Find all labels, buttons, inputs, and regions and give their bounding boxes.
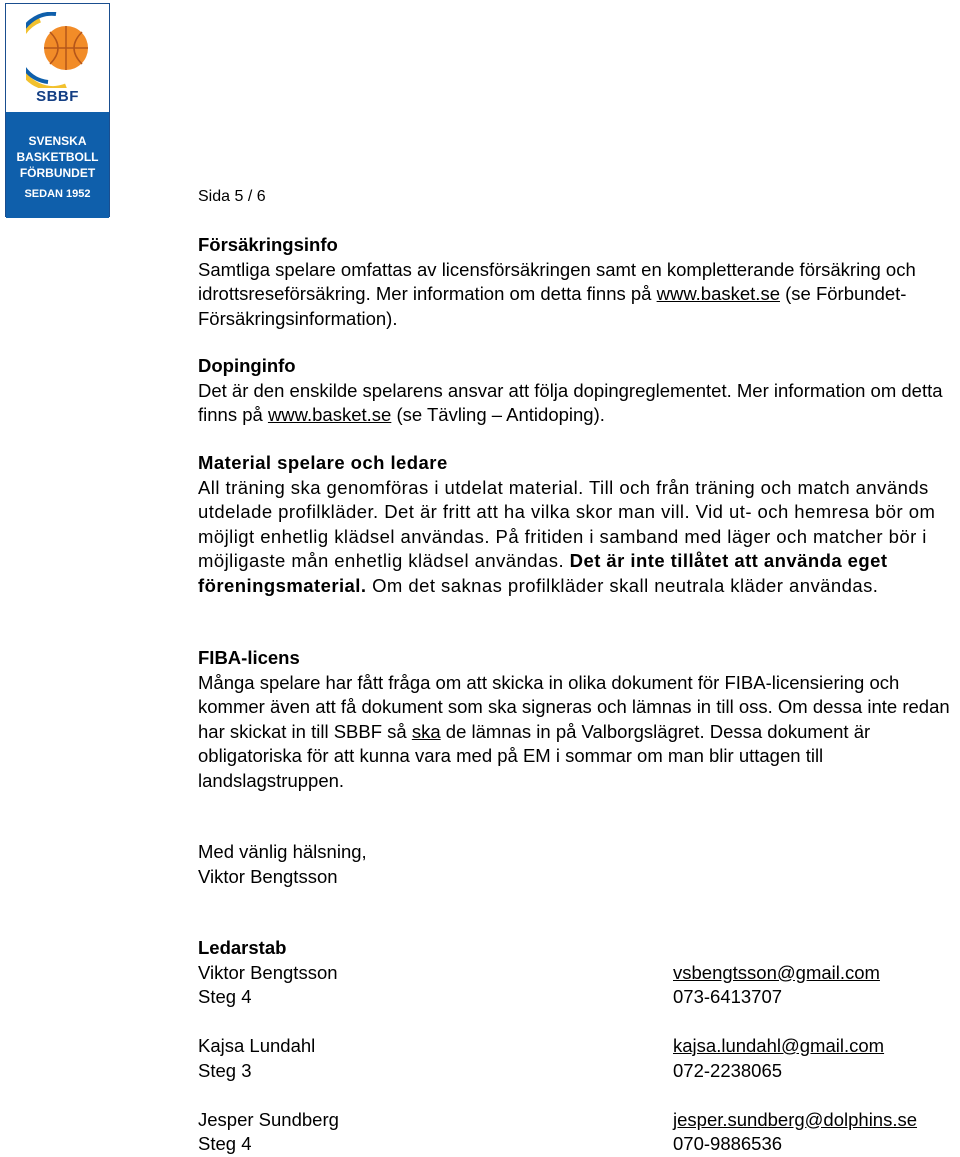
staff-row: [198, 961, 960, 986]
logo-line-1: SVENSKA: [28, 134, 87, 148]
fiba-section: [198, 646, 960, 793]
doping-after: (se Tävling – Antidoping).: [396, 404, 605, 425]
staff-row: [198, 1059, 960, 1084]
staff-row: [198, 1034, 960, 1059]
staff-level: Steg 4: [198, 1133, 252, 1154]
staff-row: [198, 1108, 960, 1133]
closing-section: [198, 840, 960, 889]
material-title: Material spelare och ledare: [198, 452, 448, 473]
doping-section: [198, 354, 960, 428]
material-section: [198, 451, 960, 598]
staff-phone: 072-2238065: [673, 1059, 783, 1081]
staff-title: Ledarstab: [198, 937, 287, 958]
doping-link[interactable]: www.basket.se: [267, 404, 392, 425]
material-text-1: All träning ska genomföras i utdelat material. Till och från träning och match används utdelade profilkläder. Det är fritt att ha vilka skor man vill. Vid ut- och hemresa bör om möjligt enhetlig klädsel användas. På fritiden i samband med läger och matcher bör i möjligaste mån enhetlig klädsel användas.: [198, 476, 936, 571]
insurance-link[interactable]: www.basket.se: [656, 283, 780, 304]
doping-title: Dopinginfo: [198, 355, 296, 376]
material-text-2: Om det saknas profilkläder skall neutrala kläder användas.: [372, 574, 879, 596]
staff-phone: 073-6413707: [673, 986, 783, 1007]
page-number: Sida 5 / 6: [198, 188, 266, 205]
logo-line-4: SEDAN 1952: [24, 188, 91, 200]
staff-name: Kajsa Lundahl: [198, 1035, 316, 1056]
staff-phone: 070-9886536: [673, 1133, 783, 1154]
insurance-text: Samtliga spelare omfattas av licensförsäkringen samt en kompletterande försäkring och idrottsreseförsäkring. Mer information om detta finns på: [198, 258, 916, 304]
logo-bottom: [6, 112, 109, 218]
staff-level: Steg 4: [198, 986, 252, 1007]
basketball-icon: [26, 12, 92, 88]
staff-email[interactable]: kajsa.lundahl@gmail.com: [673, 1035, 885, 1056]
insurance-after: (se Förbundet-Försäkringsinformation).: [198, 283, 907, 329]
staff-level: Steg 3: [198, 1059, 252, 1081]
insurance-title: Försäkringsinfo: [198, 234, 338, 255]
logo-line-3: FÖRBUNDET: [19, 166, 96, 180]
staff-email[interactable]: vsbengtsson@gmail.com: [673, 961, 880, 983]
insurance-section: [198, 233, 960, 331]
staff-name: Viktor Bengtsson: [198, 961, 338, 983]
fiba-text-2: de lämnas in på Valborgslägret. Dessa dokument är obligatoriska för att kunna vara med på EM i sommar om man blir uttagen till landslagstruppen.: [198, 720, 871, 791]
sbbf-logo: [5, 3, 110, 217]
staff-row: [198, 1132, 960, 1157]
fiba-text-1: Många spelare har fått fråga om att skicka in olika dokument för FIBA-licensiering och kommer även att få dokument som ska signeras och lämnas in till oss. Om dessa inte redan har skickat in till SBBF så: [198, 671, 950, 742]
closing-name: Viktor Bengtsson: [198, 865, 338, 887]
staff-name: Jesper Sundberg: [198, 1108, 339, 1130]
staff-section: [198, 936, 960, 1157]
material-bold-text: Det är inte tillåtet att använda eget föreningsmaterial.: [198, 550, 888, 596]
logo-abbr: SBBF: [36, 88, 79, 105]
staff-email[interactable]: jesper.sundberg@dolphins.se: [673, 1108, 918, 1130]
fiba-underlined-word: ska: [411, 720, 441, 742]
logo-line-2: BASKETBOLL: [16, 150, 99, 164]
closing-greeting: Med vänlig hälsning,: [198, 841, 367, 862]
fiba-title: FIBA-licens: [198, 647, 300, 668]
doping-text: Det är den enskilde spelarens ansvar att följa dopingreglementet. Mer information om detta finns på: [198, 379, 943, 425]
staff-row: [198, 985, 960, 1010]
